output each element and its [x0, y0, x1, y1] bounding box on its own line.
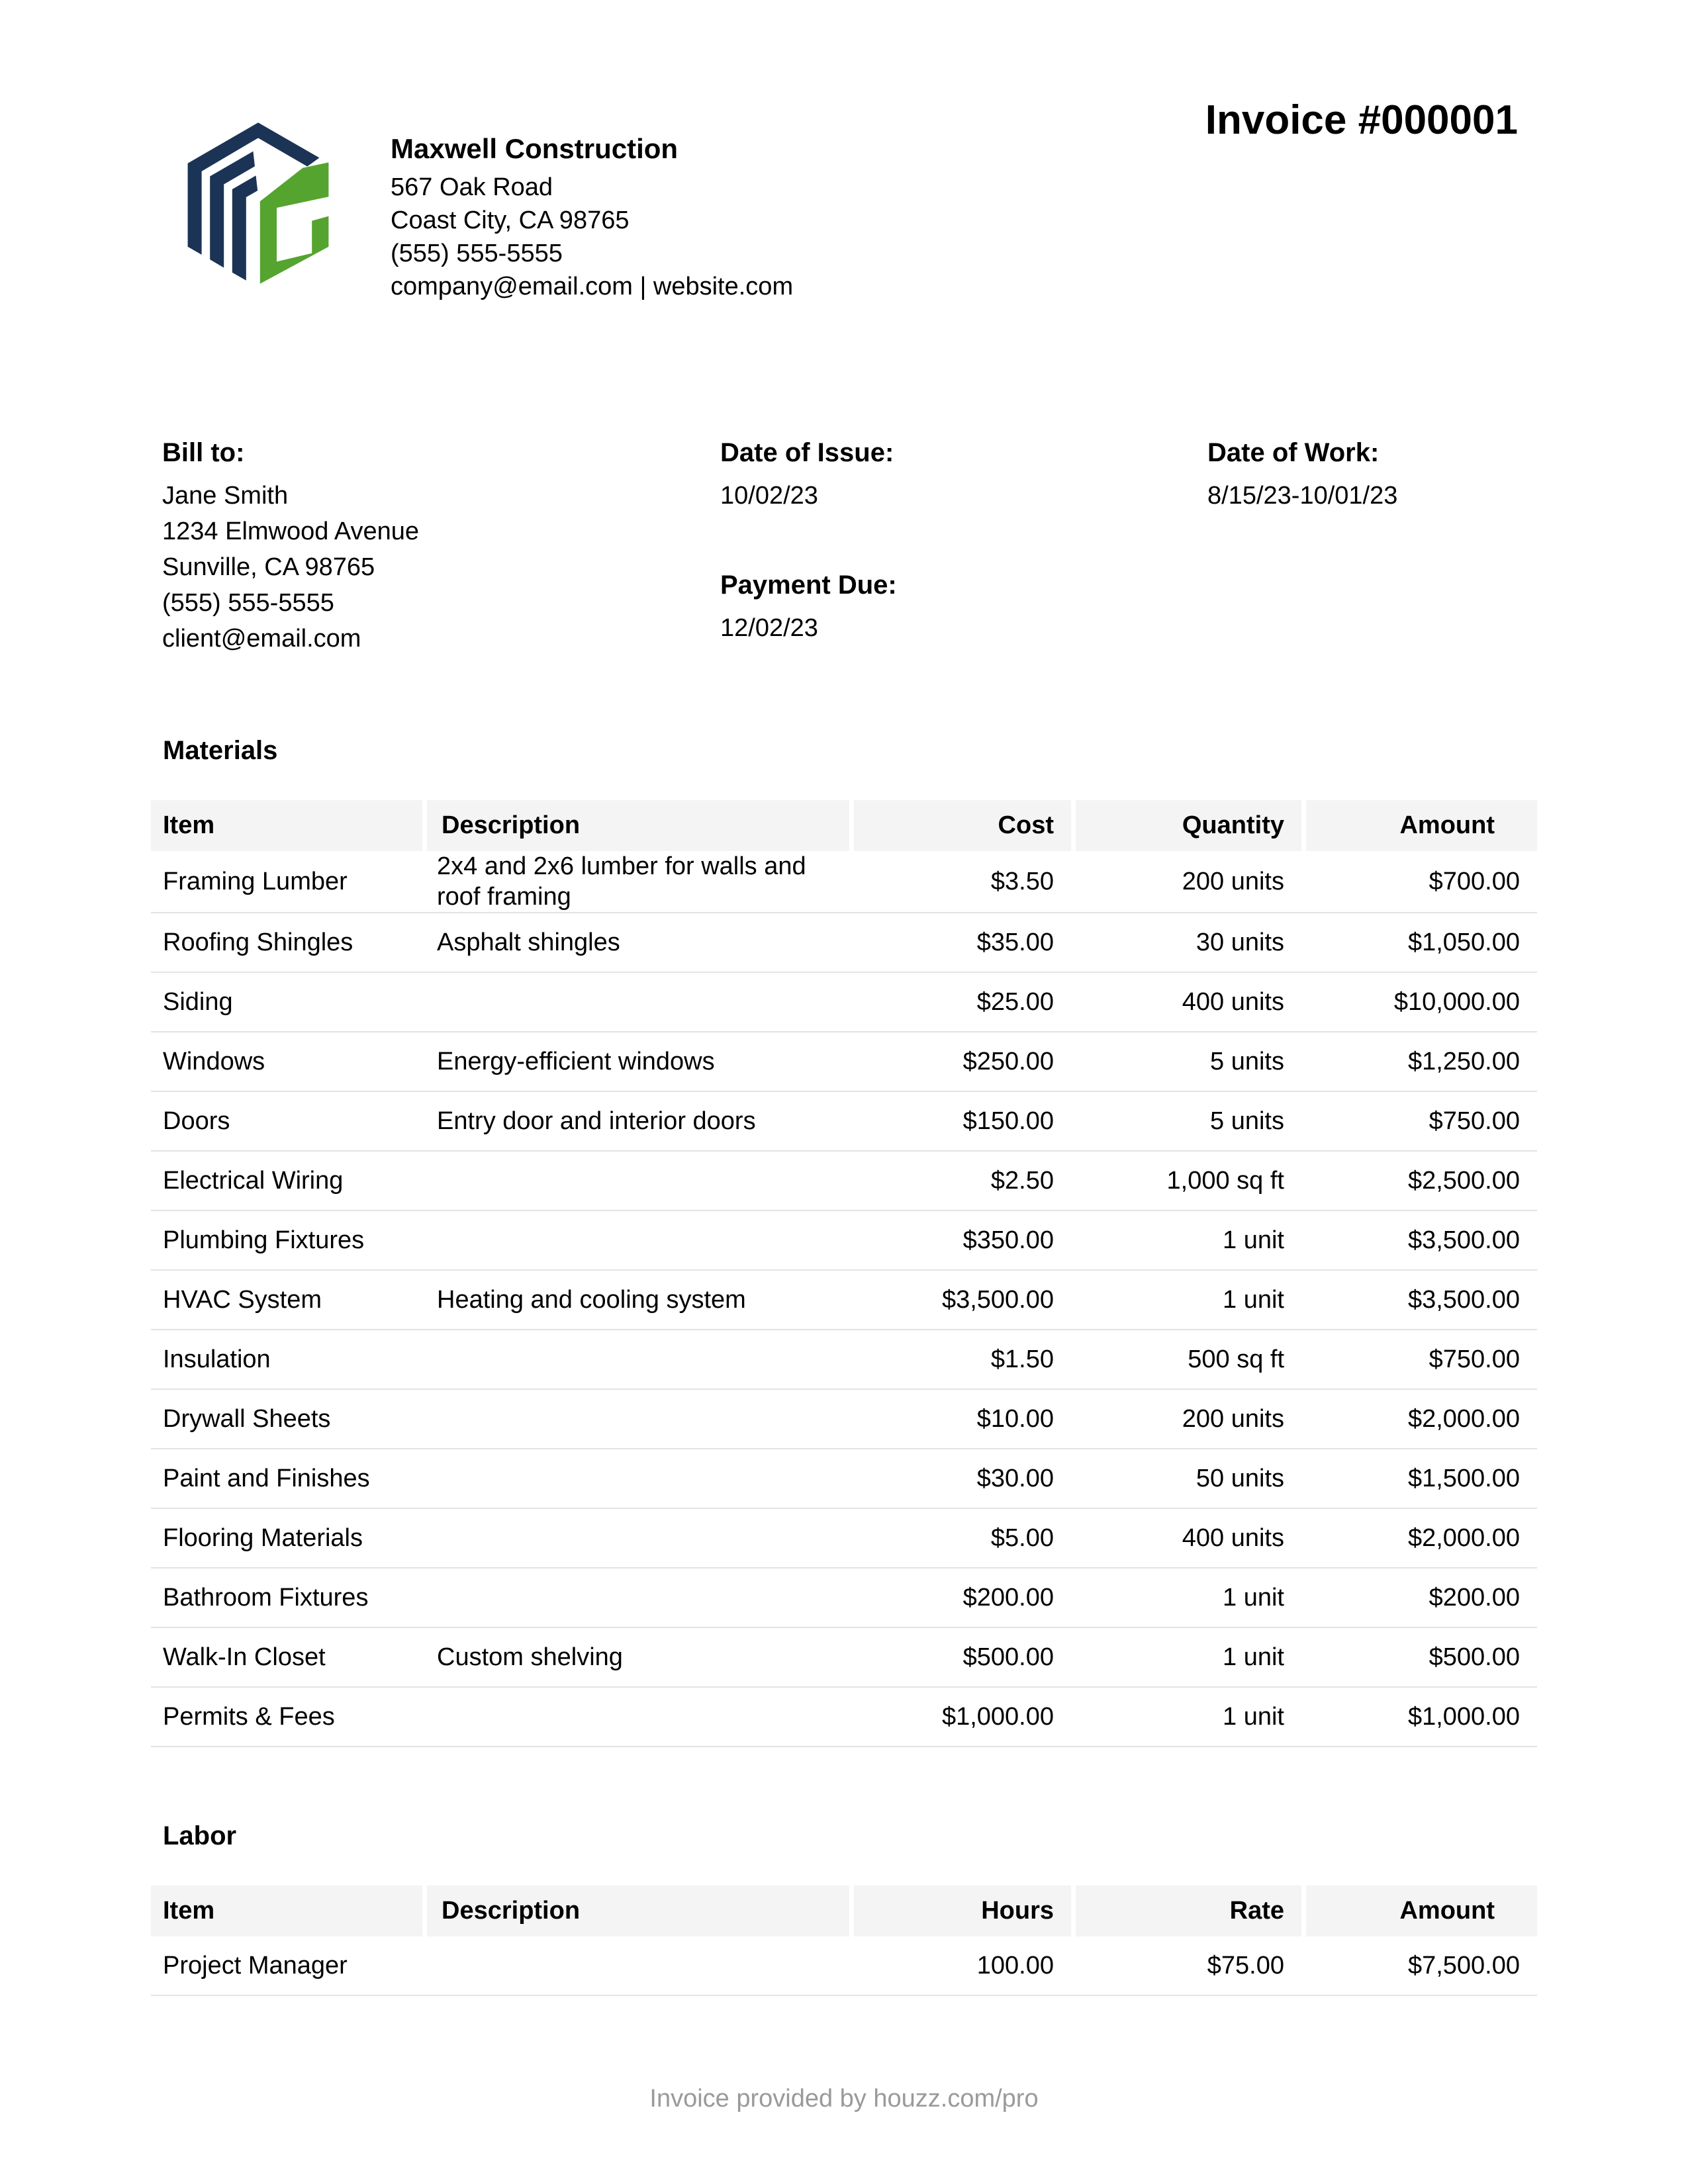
table-cell: [422, 1509, 849, 1569]
table-cell: Entry door and interior doors: [422, 1092, 849, 1152]
table-cell: Framing Lumber: [151, 851, 422, 913]
column-header: Hours: [849, 1886, 1071, 1936]
column-header: Rate: [1071, 1886, 1301, 1936]
table-row: [151, 1152, 1537, 1211]
date-of-work-value: 8/15/23-10/01/23: [1207, 482, 1398, 510]
table-cell: $2.50: [849, 1152, 1071, 1211]
company-name: Maxwell Construction: [391, 133, 679, 164]
table-row: [151, 1330, 1537, 1390]
table-row: [151, 1211, 1537, 1271]
table-cell: $750.00: [1301, 1092, 1537, 1152]
table-cell: $1,250.00: [1301, 1032, 1537, 1092]
column-header: Item: [151, 800, 422, 851]
payment-due-value: 12/02/23: [720, 614, 818, 642]
table-cell: 2x4 and 2x6 lumber for walls and roof framing: [422, 851, 849, 913]
date-of-issue-label: Date of Issue:: [720, 438, 894, 467]
table-cell: $500.00: [1301, 1628, 1537, 1688]
materials-heading: Materials: [163, 736, 278, 765]
invoice-number-title: Invoice #000001: [1205, 97, 1518, 143]
dates-section: [720, 437, 1157, 646]
table-cell: 5 units: [1071, 1032, 1301, 1092]
table-cell: Flooring Materials: [151, 1509, 422, 1569]
table-row: [151, 851, 1537, 913]
company-phone: (555) 555-5555: [391, 240, 563, 267]
table-cell: [422, 1330, 849, 1390]
table-cell: $35.00: [849, 913, 1071, 973]
table-cell: 500 sq ft: [1071, 1330, 1301, 1390]
table-cell: Plumbing Fixtures: [151, 1211, 422, 1271]
table-row: [151, 1628, 1537, 1688]
table-row: [151, 1390, 1537, 1449]
table-cell: Energy-efficient windows: [422, 1032, 849, 1092]
table-cell: $3,500.00: [1301, 1211, 1537, 1271]
table-cell: 50 units: [1071, 1449, 1301, 1509]
table-cell: 1 unit: [1071, 1688, 1301, 1747]
table-cell: $10.00: [849, 1390, 1071, 1449]
table-cell: $2,500.00: [1301, 1152, 1537, 1211]
table-cell: $1,500.00: [1301, 1449, 1537, 1509]
payment-due-label: Payment Due:: [720, 570, 897, 600]
table-row: [151, 1936, 1537, 1996]
table-cell: $2,000.00: [1301, 1509, 1537, 1569]
date-of-work-label: Date of Work:: [1207, 438, 1380, 467]
table-cell: 100.00: [849, 1936, 1071, 1996]
table-cell: [422, 1211, 849, 1271]
company-logo-icon: [165, 115, 351, 300]
materials-section: [151, 736, 1537, 1747]
table-cell: $7,500.00: [1301, 1936, 1537, 1996]
table-cell: 400 units: [1071, 973, 1301, 1032]
table-row: [151, 1569, 1537, 1628]
labor-table: [151, 1886, 1537, 1996]
bill-to-section: [162, 437, 665, 657]
table-cell: [422, 1449, 849, 1509]
table-cell: 400 units: [1071, 1509, 1301, 1569]
column-header: Item: [151, 1886, 422, 1936]
client-address-line1: 1234 Elmwood Avenue: [162, 518, 420, 545]
table-row: [151, 1688, 1537, 1747]
footer-provider-note: Invoice provided by houzz.com/pro: [649, 2085, 1039, 2113]
table-cell: Insulation: [151, 1330, 422, 1390]
table-cell: $3.50: [849, 851, 1071, 913]
table-cell: $30.00: [849, 1449, 1071, 1509]
column-header: Description: [422, 1886, 849, 1936]
table-cell: $1,050.00: [1301, 913, 1537, 973]
table-cell: Project Manager: [151, 1936, 422, 1996]
table-cell: $700.00: [1301, 851, 1537, 913]
date-of-work-section: [1207, 437, 1618, 514]
table-cell: $250.00: [849, 1032, 1071, 1092]
column-header: Cost: [849, 800, 1071, 851]
table-cell: Roofing Shingles: [151, 913, 422, 973]
table-cell: Walk-In Closet: [151, 1628, 422, 1688]
table-cell: 1,000 sq ft: [1071, 1152, 1301, 1211]
table-cell: $10,000.00: [1301, 973, 1537, 1032]
table-cell: $750.00: [1301, 1330, 1537, 1390]
table-cell: 200 units: [1071, 851, 1301, 913]
table-cell: $1,000.00: [849, 1688, 1071, 1747]
materials-table-header: [151, 800, 1537, 851]
table-cell: $75.00: [1071, 1936, 1301, 1996]
table-cell: Drywall Sheets: [151, 1390, 422, 1449]
table-row: [151, 1032, 1537, 1092]
table-cell: $1,000.00: [1301, 1688, 1537, 1747]
table-row: [151, 913, 1537, 973]
table-row: [151, 1271, 1537, 1330]
table-cell: Permits & Fees: [151, 1688, 422, 1747]
table-cell: $3,500.00: [849, 1271, 1071, 1330]
table-cell: 1 unit: [1071, 1628, 1301, 1688]
company-info: [391, 132, 793, 303]
table-cell: Bathroom Fixtures: [151, 1569, 422, 1628]
client-name: Jane Smith: [162, 482, 289, 510]
table-cell: $3,500.00: [1301, 1271, 1537, 1330]
labor-heading: Labor: [163, 1821, 237, 1850]
column-header: Quantity: [1071, 800, 1301, 851]
table-cell: $150.00: [849, 1092, 1071, 1152]
table-cell: Doors: [151, 1092, 422, 1152]
company-contact: company@email.com | website.com: [391, 273, 794, 300]
table-cell: 1 unit: [1071, 1569, 1301, 1628]
table-cell: [422, 1569, 849, 1628]
materials-table: [151, 800, 1537, 1747]
table-cell: [422, 1936, 849, 1996]
company-address-line1: 567 Oak Road: [391, 173, 553, 201]
table-row: [151, 973, 1537, 1032]
table-cell: Asphalt shingles: [422, 913, 849, 973]
table-row: [151, 1449, 1537, 1509]
table-cell: Windows: [151, 1032, 422, 1092]
table-cell: [422, 1152, 849, 1211]
table-row: [151, 1092, 1537, 1152]
company-address-line2: Coast City, CA 98765: [391, 206, 630, 234]
table-cell: 5 units: [1071, 1092, 1301, 1152]
table-cell: [422, 973, 849, 1032]
table-cell: 1 unit: [1071, 1211, 1301, 1271]
bill-to-label: Bill to:: [162, 438, 245, 467]
column-header: Amount: [1301, 800, 1537, 851]
labor-section: [151, 1821, 1537, 1996]
table-cell: [422, 1390, 849, 1449]
table-cell: $500.00: [849, 1628, 1071, 1688]
labor-table-header: [151, 1886, 1537, 1936]
client-email: client@email.com: [162, 625, 361, 653]
table-cell: Electrical Wiring: [151, 1152, 422, 1211]
table-row: [151, 1509, 1537, 1569]
table-cell: $5.00: [849, 1509, 1071, 1569]
table-cell: $25.00: [849, 973, 1071, 1032]
table-cell: Custom shelving: [422, 1628, 849, 1688]
table-cell: 200 units: [1071, 1390, 1301, 1449]
table-cell: $200.00: [1301, 1569, 1537, 1628]
client-phone: (555) 555-5555: [162, 589, 334, 617]
table-cell: $1.50: [849, 1330, 1071, 1390]
table-cell: Siding: [151, 973, 422, 1032]
date-of-issue-value: 10/02/23: [720, 482, 818, 510]
table-cell: HVAC System: [151, 1271, 422, 1330]
column-header: Amount: [1301, 1886, 1537, 1936]
table-cell: 1 unit: [1071, 1271, 1301, 1330]
table-cell: $200.00: [849, 1569, 1071, 1628]
table-cell: $2,000.00: [1301, 1390, 1537, 1449]
table-cell: $350.00: [849, 1211, 1071, 1271]
client-address-line2: Sunville, CA 98765: [162, 553, 375, 581]
column-header: Description: [422, 800, 849, 851]
table-cell: Paint and Finishes: [151, 1449, 422, 1509]
table-cell: 30 units: [1071, 913, 1301, 973]
table-cell: [422, 1688, 849, 1747]
table-cell: Heating and cooling system: [422, 1271, 849, 1330]
